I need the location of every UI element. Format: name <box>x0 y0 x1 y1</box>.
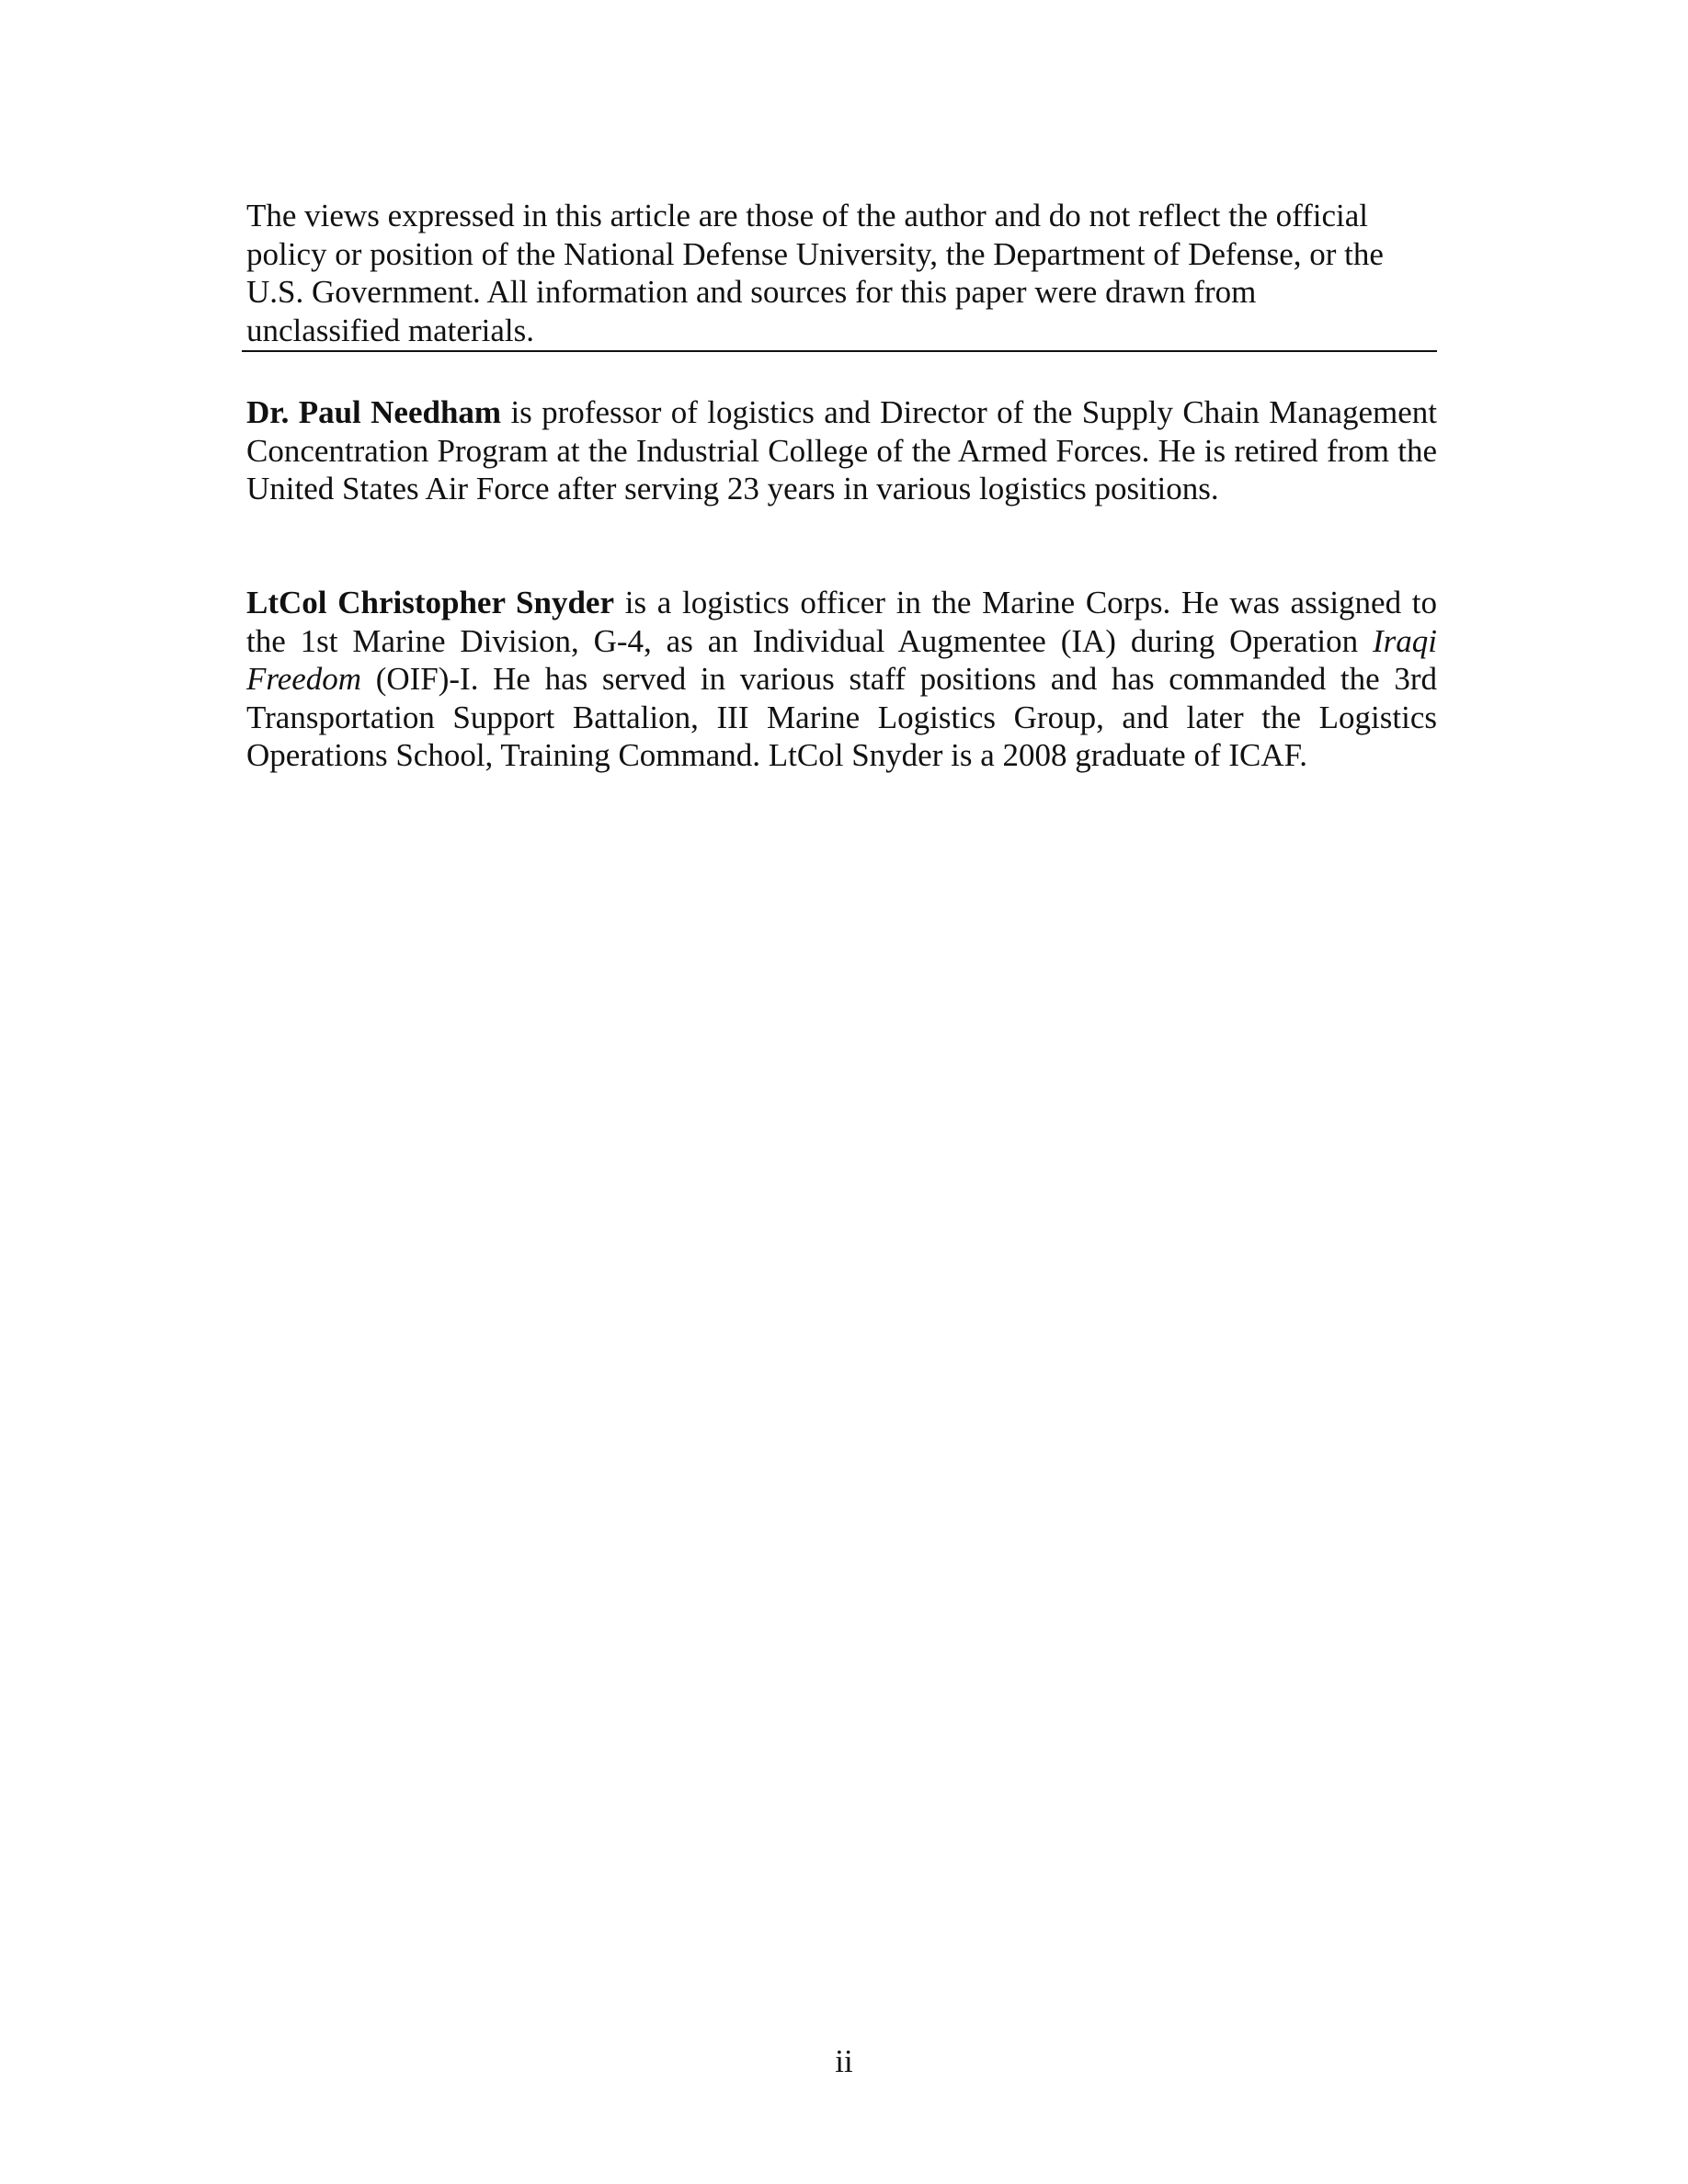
author-bio-text: is professor of logistics and Director of the Supply Chain Management Concentration Program at the Industrial College of the Armed Forces. He is retired from the United States Air Force after serving 23 years in various logistics positions. <box>246 394 1437 506</box>
disclaimer-line: unclassified materials. <box>246 312 534 348</box>
disclaimer-line: policy or position of the National Defense University, the Department of Defense, or the <box>246 235 1384 272</box>
disclaimer-line: The views expressed in this article are those of the author and do not reflect the official <box>246 198 1369 233</box>
disclaimer-paragraph <box>246 197 1442 349</box>
horizontal-divider <box>242 350 1437 352</box>
author-name: Dr. Paul Needham <box>246 394 502 430</box>
author-bio-text: is a logistics officer in the Marine Corps. He was assigned to the 1st Marine Division, G-4, as an Individual Augmentee (IA) during Operation <box>246 585 1438 659</box>
author-bio-text: (OIF)-I. He has served in various staff positions and has commanded the 3rd Transportation Support Battalion, III Marine Logistics Group, and later the Logistics Operations School, Training Command. LtCol Snyder is a 2008 graduate of ICAF. <box>246 661 1437 773</box>
author-bio-needham <box>246 393 1437 508</box>
page-number: ii <box>835 2043 853 2079</box>
operation-name: Iraqi Freedom <box>246 622 1437 697</box>
author-bio-snyder <box>246 584 1437 775</box>
author-name: LtCol Christopher Snyder <box>246 585 615 620</box>
disclaimer-line: U.S. Government. All information and sources for this paper were drawn from <box>246 274 1257 310</box>
